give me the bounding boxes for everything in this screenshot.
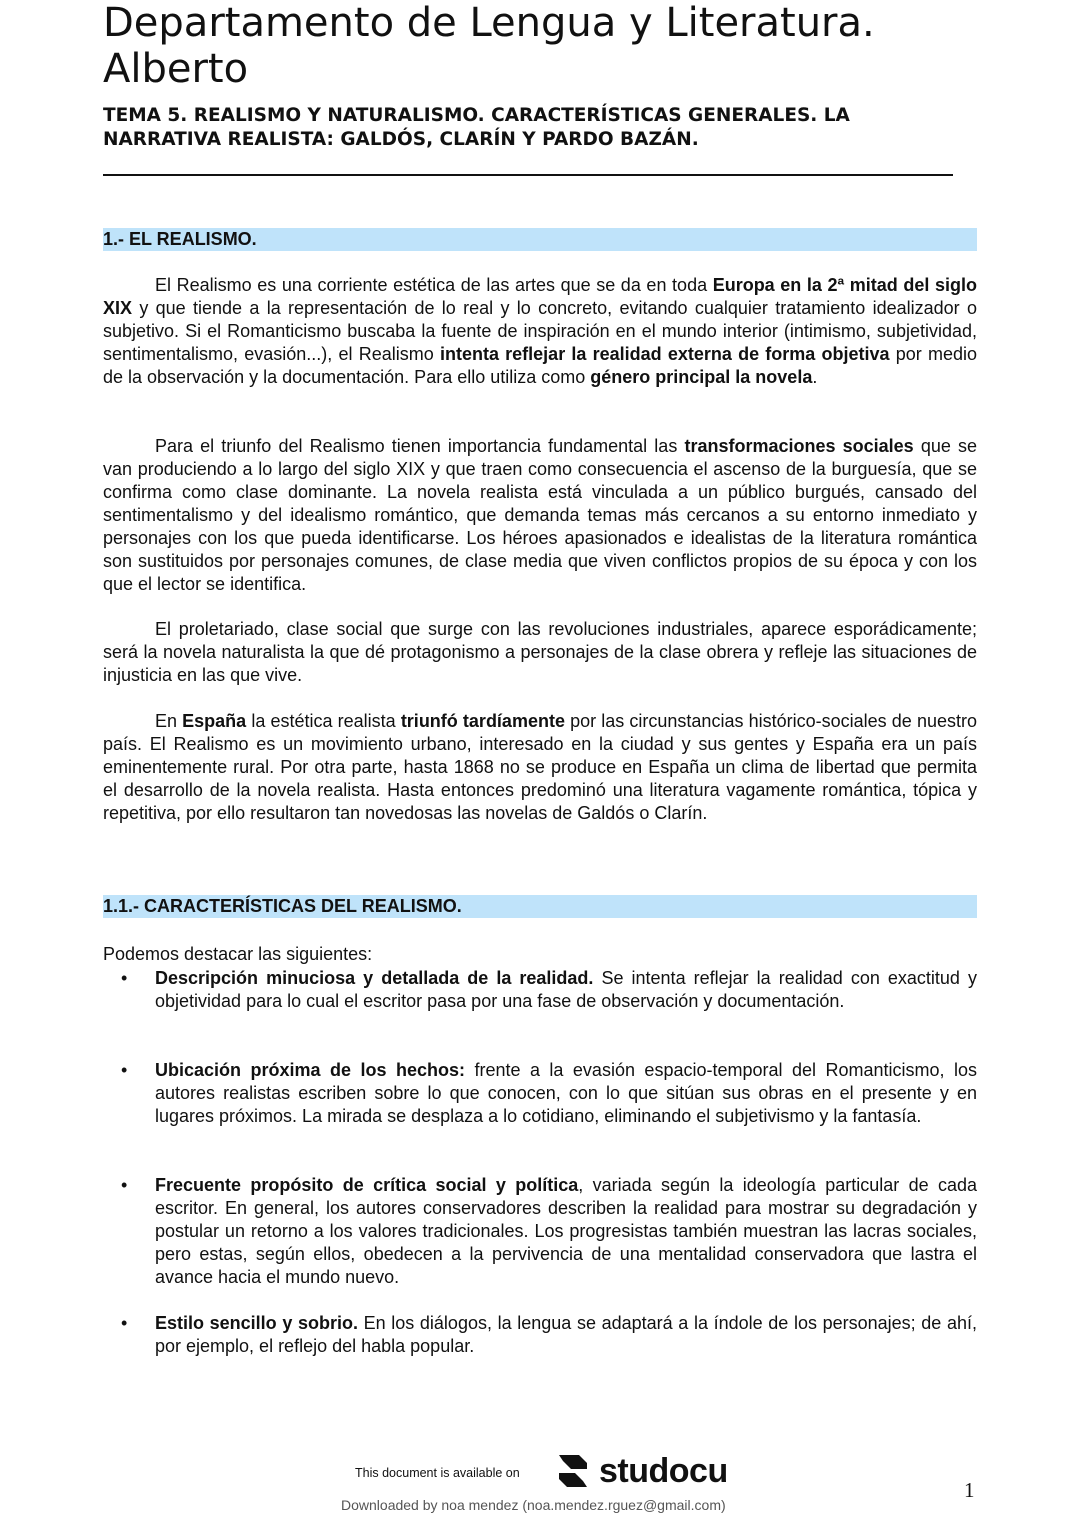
section-heading-realismo: 1.- EL REALISMO. — [103, 228, 977, 251]
text: por medio de la observación y la documentación. Para ello utiliza como — [103, 344, 977, 387]
bold-text: intenta reflejar la realidad externa de forma objetiva — [439, 344, 890, 364]
bullet-item — [121, 1174, 977, 1289]
text: Se intenta reflejar la realidad con exactitud y objetividad para lo cual el escritor pasa por una fase de observación y documentación. — [155, 968, 977, 1011]
bullet-item — [121, 1312, 977, 1358]
studocu-logo-text: studocu — [599, 1451, 728, 1490]
text: En — [155, 711, 183, 731]
text: por las circunstancias histórico-sociales de nuestro país. El Realismo es un movimiento urbano, interesado en la ciudad y sus gentes y España era un país eminentemente rural. Por otra parte, hasta 1868 no se produce en España un clima de libertad que permita el desarrollo de la novela realista. Hasta entonces predominó una literatura vagamente romántica, tópica y repetitiva, por ello resultaron tan novedosas las novelas de Galdós o Clarín. — [103, 711, 977, 823]
text: y que tiende a la representación de lo real y lo concreto, evitando cualquier tratamiento idealizador o subjetivo. Si el Romanticismo buscaba la fuente de inspiración en el mundo interior (intimismo, subjetividad, sentimentalismo, evasión...), el Realismo — [103, 298, 977, 364]
bold-text: género principal la novela — [590, 367, 813, 387]
bold-text: España — [182, 711, 247, 731]
bold-text: transformaciones sociales — [684, 436, 914, 456]
document-subtitle: TEMA 5. REALISMO Y NATURALISMO. CARACTERÍSTICAS GENERALES. LA NARRATIVA REALISTA: GALDÓS, CLARÍN Y PARDO BAZÁN. — [103, 105, 850, 150]
bullet-icon: • — [121, 1313, 128, 1333]
section-heading-caracteristicas: 1.1.- CARACTERÍSTICAS DEL REALISMO. — [103, 895, 977, 918]
text: , variada según la ideología particular de cada escritor. En general, los autores conservadores describen la realidad para mostrar su degradación y postular un retorno a los valores tradicionales. Los progresistas también muestran las lacras sociales, pero estas, según ellos, obedecen a la pervivencia de una mentalidad conservadora que lastra el avance hacia el mundo nuevo. — [155, 1175, 977, 1287]
intro-text: Podemos destacar las siguientes: — [103, 944, 373, 964]
text: que se van produciendo a lo largo del siglo XIX y que traen como consecuencia el ascenso de la burguesía, que se confirma como clase dominante. La novela realista está vinculada a un público burgués, cansado del sentimentalismo y del idealismo romántico, que demanda temas más cercanos a su entorno inmediato y personajes con los que pueda identificarse. Los héroes apasionados e idealistas de la literatura romántica son sustituidos por personajes comunes, de clase media que viven conflictos propios de su época y con los que el lector se identifica. — [103, 436, 977, 594]
bullet-item — [121, 967, 977, 1013]
bold-text: Descripción minuciosa y detallada de la realidad. — [155, 968, 594, 988]
text: El proletariado, clase social que surge con las revoluciones industriales, aparece esporádicamente; será la novela naturalista la que dé protagonismo a personajes de la clase obrera y refleje las situaciones de injusticia en las que vive. — [103, 619, 977, 685]
text: El Realismo es una corriente estética de las artes que se da en toda — [155, 275, 713, 295]
studocu-logo[interactable] — [553, 1451, 728, 1491]
bullet-item — [121, 1059, 977, 1128]
studocu-logo-icon — [553, 1451, 593, 1491]
text: En los diálogos, la lengua se adaptará a la índole de los personajes; de ahí, por ejemplo, el reflejo del habla popular. — [155, 1313, 977, 1356]
download-notice: Downloaded by noa mendez (noa.mendez.rguez@gmail.com) — [341, 1497, 726, 1513]
text: frente a la evasión espacio-temporal del Romanticismo, los autores realistas escriben sobre lo que conocen, con lo que sitúan sus obras en el presente y en lugares próximos. La mirada se desplaza a lo cotidiano, eliminando el subjetivismo y la fantasía. — [155, 1060, 977, 1126]
text: . — [812, 367, 818, 387]
text: la estética realista — [246, 711, 401, 731]
paragraph — [103, 274, 977, 389]
bold-text: Europa en la 2ª mitad del siglo XIX — [103, 275, 977, 318]
bullet-icon: • — [121, 1060, 128, 1080]
bold-text: Ubicación próxima de los hechos: — [155, 1060, 465, 1080]
divider — [103, 174, 953, 176]
bold-text: Estilo sencillo y sobrio. — [155, 1313, 358, 1333]
bold-text: Frecuente propósito de crítica social y política — [155, 1175, 579, 1195]
page-number: 1 — [964, 1478, 975, 1502]
paragraph — [103, 435, 977, 596]
bullet-icon: • — [121, 1175, 128, 1195]
availability-text: This document is available on — [355, 1466, 520, 1480]
bold-text: triunfó tardíamente — [400, 711, 565, 731]
paragraph — [103, 618, 977, 687]
bullet-icon: • — [121, 968, 128, 988]
paragraph — [103, 710, 977, 825]
text: Para el triunfo del Realismo tienen importancia fundamental las — [155, 436, 685, 456]
document-title: Departamento de Lengua y Literatura. Alberto — [103, 0, 875, 92]
